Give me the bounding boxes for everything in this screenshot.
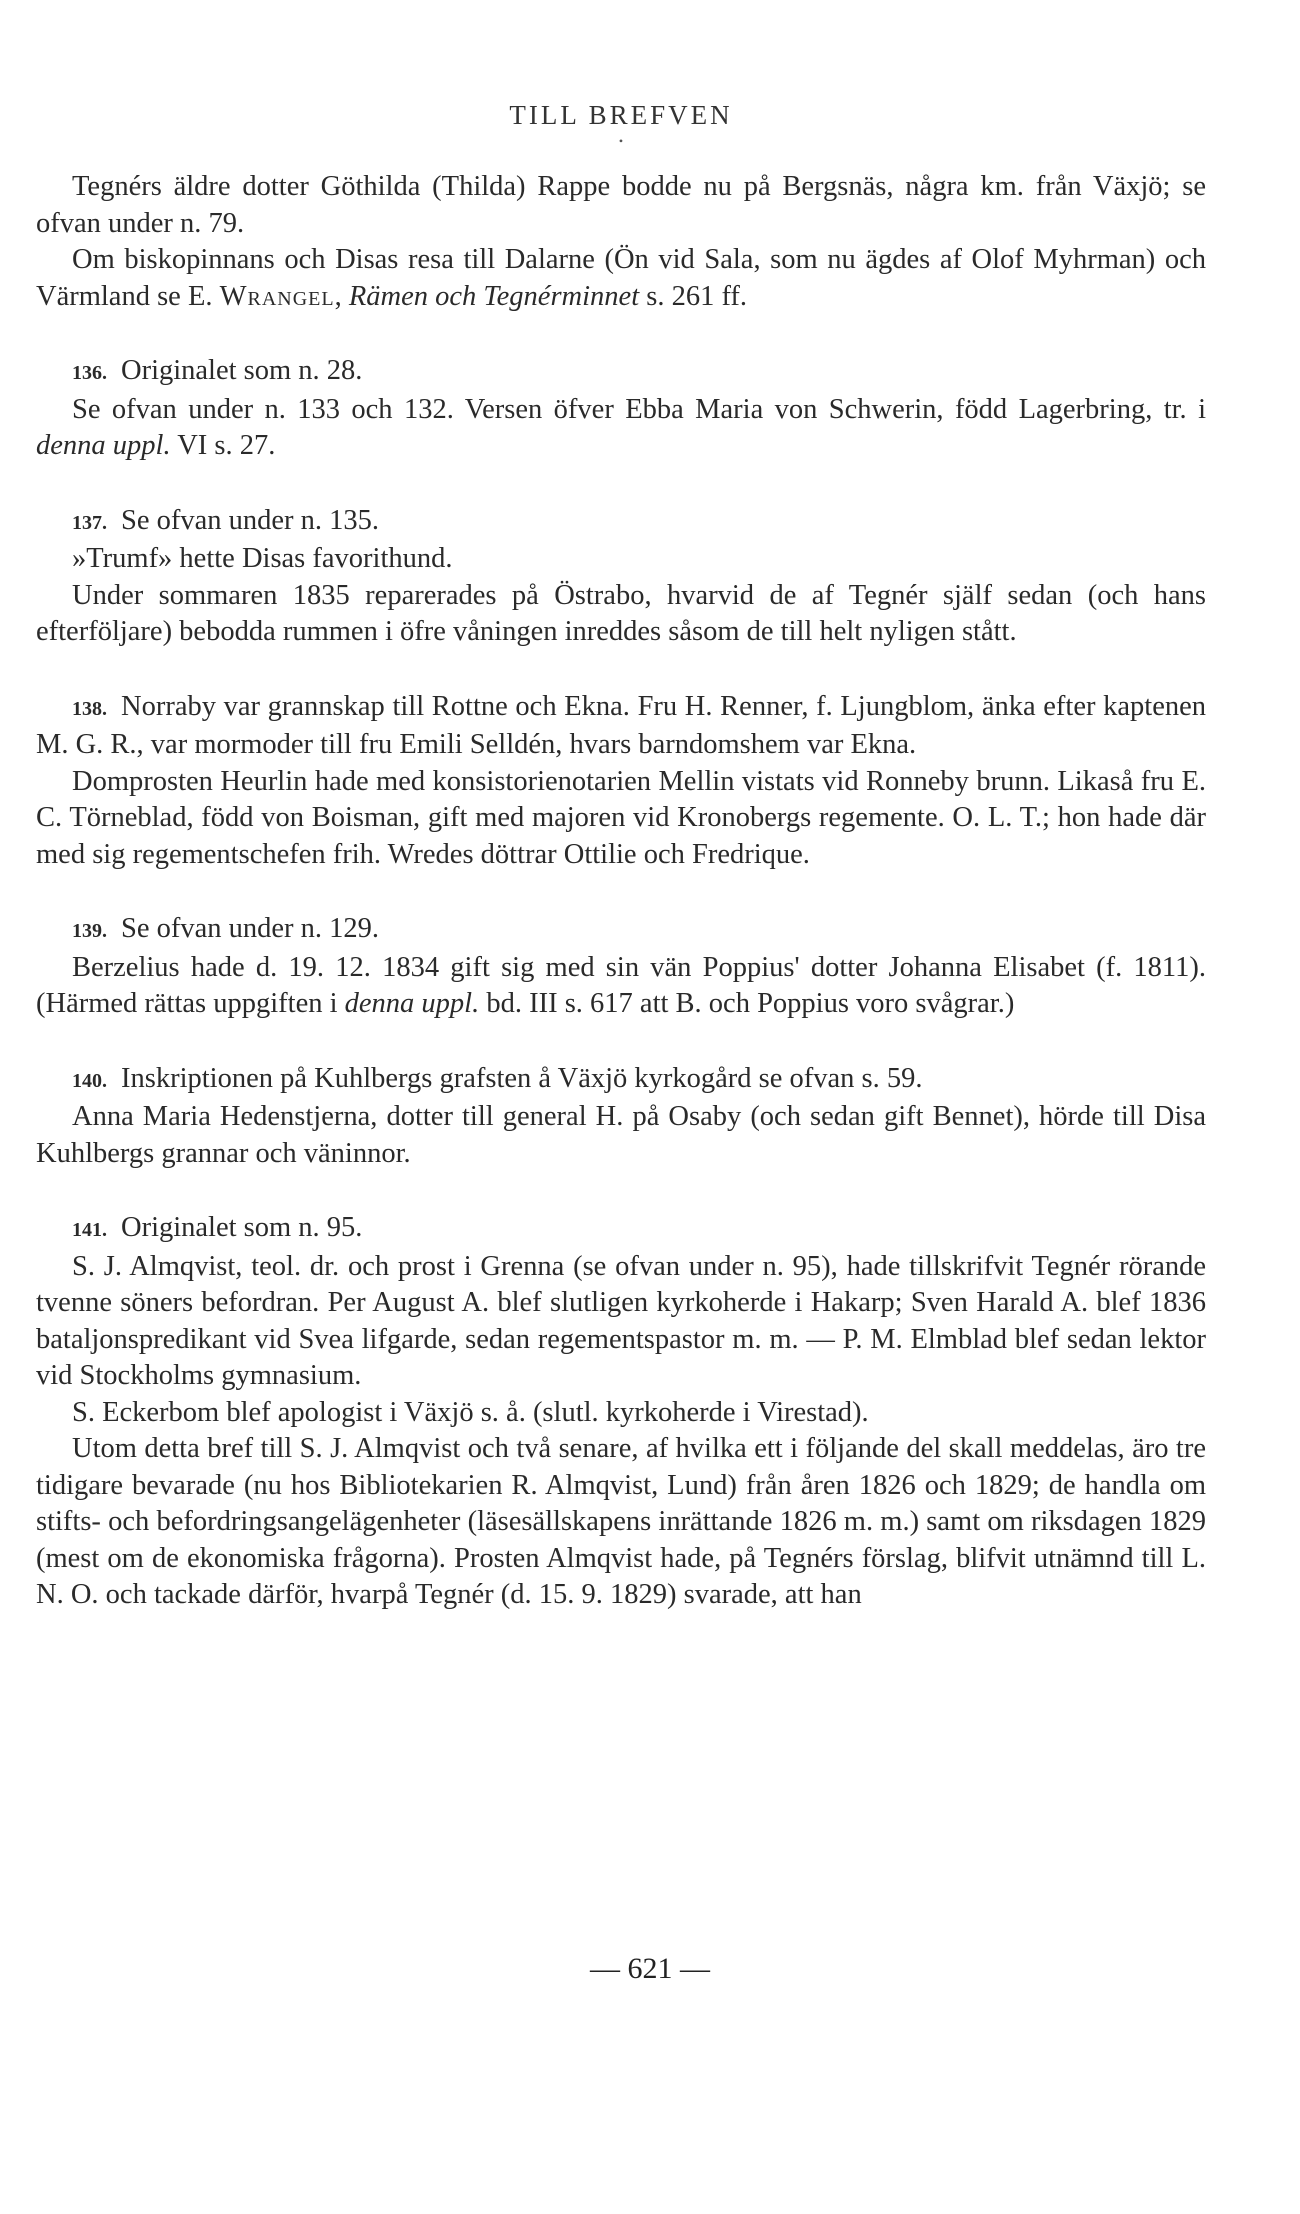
note-text: Se ofvan under n. 135. <box>121 504 380 536</box>
ornament-dot: • <box>618 134 624 148</box>
page-number: — 621 — <box>590 1952 710 1985</box>
note-heading <box>36 503 1206 542</box>
author-name: Wrangel <box>219 280 335 312</box>
edition-reference: denna uppl. <box>36 430 171 461</box>
note-paragraph <box>36 392 1206 465</box>
book-title: Rämen och Tegnérminnet <box>348 280 640 312</box>
note-136 <box>36 353 1206 465</box>
note-heading <box>36 353 1206 392</box>
note-text: Inskriptionen på Kuhlbergs grafsten å Växjö kyrkogård se ofvan s. 59. <box>121 1062 923 1094</box>
intro-text: s. 261 ff. <box>639 280 748 312</box>
note-paragraph: Anna Maria Hedenstjerna, dotter till general H. på Osaby (och sedan gift Bennet), hörde till Disa Kuhlbergs grannar och väninnor. <box>36 1101 1206 1169</box>
note-140 <box>36 1061 1206 1173</box>
note-paragraph: S. J. Almqvist, teol. dr. och prost i Grenna (se ofvan under n. 95), hade tillskrifvit Tegnér rörande tvenne söners befordran. Per August A. blef slutligen kyrkoherde i Hakarp; Sven Harald A. blef 1836 bataljonspredikant vid Svea lifgarde, sedan regementspastor m. m. — P. M. Elmblad blef sedan lektor vid Stockholms gymnasium. <box>36 1250 1206 1391</box>
intro-text: , <box>334 280 349 312</box>
note-paragraph: Domprosten Heurlin hade med konsistorienotarien Mellin vistats vid Ronneby brunn. Likaså fru E. C. Törneblad, född von Boisman, gift med majoren vid Kronobergs regemente. O. L. T.; hon hade där med sig regementschefen frih. Wredes döttrar Ottilie och Fredrique. <box>36 765 1206 870</box>
note-heading <box>36 689 1206 764</box>
note-text: VI s. 27. <box>170 430 276 461</box>
note-paragraph: S. Eckerbom blef apologist i Växjö s. å. (slutl. kyrkoherde i Virestad). <box>72 1396 869 1428</box>
edition-reference: denna uppl. <box>344 988 480 1019</box>
note-heading <box>36 911 1206 950</box>
note-number: 139. <box>72 920 107 942</box>
intro-paragraph: Tegnérs äldre dotter Göthilda (Thilda) Rappe bodde nu på Bergsnäs, några km. från Växjö; se ofvan under n. 79. <box>36 171 1206 239</box>
note-text: Se ofvan under n. 129. <box>121 913 380 944</box>
note-number: 137. <box>72 511 107 534</box>
note-text: Se ofvan under n. 133 och 132. Versen öfver Ebba Maria von Schwerin, född Lagerbring, tr. i <box>72 393 1206 425</box>
note-paragraph: Under sommaren 1835 reparerades på Östrabo, hvarvid de af Tegnér själf sedan (och hans efterföljare) bebodda rummen i öfre våningen inreddes såsom de till helt nyligen stått. <box>36 579 1206 647</box>
note-text: bd. III s. 617 att B. och Poppius voro svågrar.) <box>479 988 1015 1019</box>
note-text: Originalet som n. 28. <box>121 355 363 386</box>
note-text: Berzelius hade d. 19. 12. 1834 gift sig med sin vän Poppius' dotter Johanna Elisabet (f. 1811). (Härmed rättas uppgiften i <box>36 951 1206 1019</box>
note-paragraph: »Trumf» hette Disas favorithund. <box>72 543 453 574</box>
note-heading <box>36 1061 1206 1100</box>
intro-paragraph-2 <box>36 242 1206 315</box>
note-number: 140. <box>72 1069 107 1092</box>
note-138 <box>36 689 1206 874</box>
note-paragraph: Utom detta bref till S. J. Almqvist och två senare, af hvilka ett i följande del skall meddelas, äro tre tidigare bevarade (nu hos Bibliotekarien R. Almqvist, Lund) från åren 1826 och 1829; de handla om stifts- och befordringsangelägenheter (läsesällskapens inrättande 1826 m. m.) samt om riksdagen 1829 (mest om de ekonomiska frågorna). Prosten Almqvist hade, på Tegnérs förslag, blifvit utnämnd till L. N. O. och tackade därför, hvarpå Tegnér (d. 15. 9. 1829) svarade, att han <box>36 1433 1206 1610</box>
note-heading <box>36 1210 1206 1249</box>
note-137 <box>36 503 1206 651</box>
note-141 <box>36 1210 1206 1614</box>
note-paragraph <box>36 950 1206 1023</box>
note-number: 138. <box>72 697 107 720</box>
note-text: Norraby var grannskap till Rottne och Ekna. Fru H. Renner, f. Ljungblom, änka efter kaptenen M. G. R., var mormoder till fru Emili Selldén, hvars barndomshem var Ekna. <box>36 690 1206 760</box>
note-number: 141. <box>72 1219 107 1241</box>
note-139 <box>36 911 1206 1023</box>
note-number: 136. <box>72 362 107 384</box>
note-text: Originalet som n. 95. <box>121 1212 363 1243</box>
intro-text: Om biskopinnans och Disas resa till Dalarne (Ön vid Sala, som nu ägdes af Olof Myhrman) och Värmland se E. <box>36 244 1206 312</box>
running-head: TILL BREFVEN <box>509 100 733 130</box>
intro-block <box>36 169 1206 315</box>
page-body <box>36 100 1206 1614</box>
